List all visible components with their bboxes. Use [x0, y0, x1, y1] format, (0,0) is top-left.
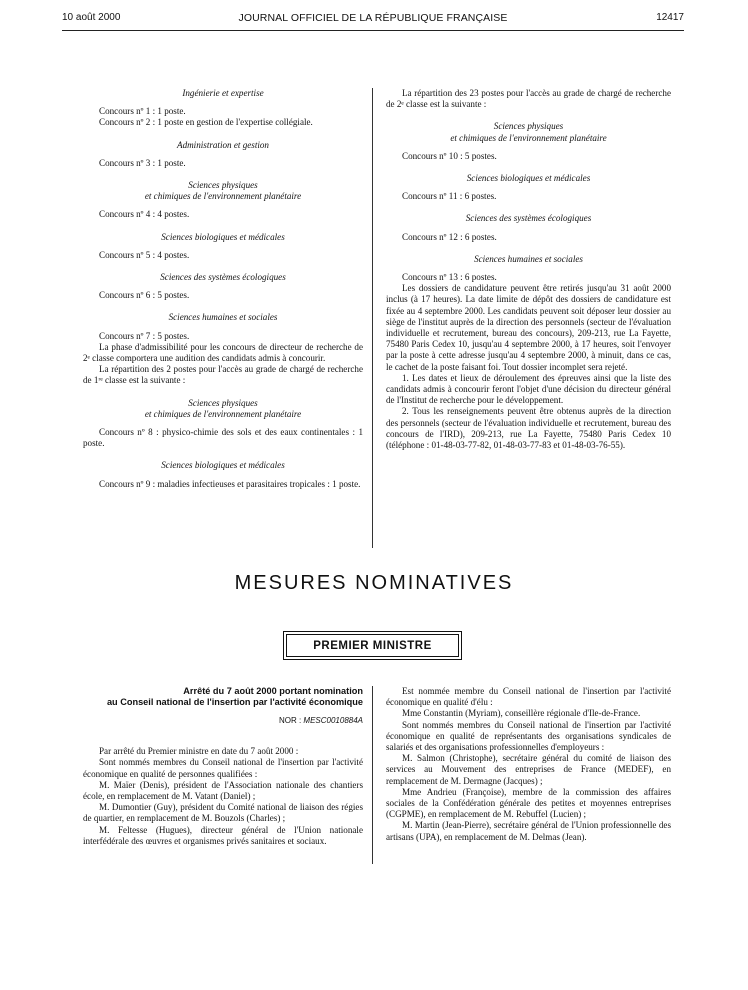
page-header	[62, 12, 684, 28]
paragraph: M. Martin (Jean-Pierre), secrétaire général de l'Union professionnelle des artisans (UPA), en remplacement de M. Delmas (Jean).	[386, 820, 671, 842]
lower-left-paragraphs	[83, 746, 363, 847]
section-heading: Sciences humaines et sociales	[168, 312, 278, 323]
concours-item: Concours nº 8 : physico-chimie des sols et des eaux continentales : 1 poste.	[83, 427, 363, 449]
section-heading: Sciences biologiques et médicales	[161, 231, 285, 242]
paragraph: M. Maïer (Denis), président de l'Association nationale des chantiers école, en remplacement de M. Vatant (Daniel) ;	[83, 779, 363, 802]
paragraph: M. Feltesse (Hugues), directeur général de l'Union nationale interfédérale des œuvres et organismes privés sanitaires et sociaux.	[83, 824, 363, 846]
section-heading: Sciences des systèmes écologiques	[465, 213, 592, 224]
concours-item: Concours nº 1 : 1 poste.	[99, 106, 186, 117]
header-rule	[62, 30, 684, 31]
nor-reference	[83, 715, 363, 726]
section-heading: Sciences des systèmes écologiques	[160, 272, 286, 283]
concours-item: Concours nº 2 : 1 poste en gestion de l'expertise collégiale.	[99, 117, 313, 128]
upper-left-column	[83, 88, 363, 490]
concours-item: Concours nº 4 : 4 postes.	[99, 209, 190, 220]
concours-item: Concours nº 3 : 1 poste.	[99, 157, 186, 168]
paragraph: Mme Andrieu (Françoise), membre de la commission des affaires sociales de la Confédération générale des petites et moyennes entreprises (CGPME), en remplacement de M. Rebuffel (Lucien) ;	[386, 786, 671, 820]
section-heading: Administration et gestion	[177, 139, 269, 150]
section-heading: Sciences physiques et chimiques de l'environnement planétaire	[450, 121, 607, 143]
section-heading: Sciences biologiques et médicales	[466, 173, 591, 184]
paragraph: La répartition des 2 postes pour l'accès au grade de chargé de recherche de 1ʳᵉ classe est la suivante :	[83, 364, 363, 386]
upper-right-column	[386, 88, 671, 451]
section-heading: Sciences humaines et sociales	[474, 253, 583, 264]
section-heading: Sciences biologiques et médicales	[161, 460, 285, 471]
section-heading: Ingénierie et expertise	[182, 88, 264, 98]
paragraph: 1. Les dates et lieux de déroulement des épreuves ainsi que la liste des candidats admis à concourir feront l'objet d'une décision du directeur général de l'Institut de recherche pour le développement.	[386, 372, 671, 406]
lower-right-column	[386, 686, 671, 843]
paragraph: Sont nommés membres du Conseil national de l'insertion par l'activité économique en qualité de personnes qualifiées :	[83, 757, 363, 779]
concours-item: Concours nº 12 : 6 postes.	[402, 231, 497, 242]
concours-item: Concours nº 5 : 4 postes.	[99, 249, 190, 260]
section-heading: Sciences physiques et chimiques de l'environnement planétaire	[144, 397, 302, 419]
concours-item: Concours nº 7 : 5 postes.	[99, 330, 190, 341]
issue-date: 10 août 2000	[62, 12, 121, 23]
concours-item: Concours nº 13 : 6 postes.	[402, 272, 497, 283]
journal-title: JOURNAL OFFICIEL DE LA RÉPUBLIQUE FRANÇAISE	[238, 12, 508, 24]
concours-item: Concours nº 6 : 5 postes.	[99, 290, 190, 301]
ministry-box	[283, 631, 462, 660]
paragraph: 2. Tous les renseignements peuvent être obtenus auprès de la direction des personnels (secteur de l'évaluation individuelle et recrutement, bureau des concours de l'IRD), 209-213, rue La Fayette, 75480 Paris Cedex 10 (téléphone : 01-48-03-77-82, 01-48-03-77-83 et 01-48-03-76-55).	[386, 406, 671, 451]
concours-item: Concours nº 11 : 6 postes.	[402, 191, 497, 202]
concours-item: Concours nº 9 : maladies infectieuses et parasitaires tropicales : 1 poste.	[99, 478, 361, 489]
paragraph: Par arrêté du Premier ministre en date du 7 août 2000 :	[99, 746, 299, 757]
column-divider-upper	[372, 88, 373, 548]
nor-code: MESC0010884A	[303, 716, 363, 725]
paragraph: Mme Constantin (Myriam), conseillère régionale d'Ile-de-France.	[402, 708, 641, 719]
paragraph: Sont nommés membres du Conseil national de l'insertion par l'activité économique en qualité de représentants des organisations syndicales de salariés et des organisations professionnelles d'employeurs :	[386, 719, 671, 753]
lower-left-column	[83, 686, 363, 847]
ministry-label: PREMIER MINISTRE	[286, 634, 459, 657]
column-divider-lower	[372, 686, 373, 864]
paragraph: La répartition des 23 postes pour l'accès au grade de chargé de recherche de 2ᵉ classe est la suivante :	[386, 88, 671, 110]
paragraph: M. Salmon (Christophe), secrétaire général du comité de liaison des services au Mouvement des entreprises de France (MEDEF), en remplacement de M. Dermagne (Jacques) ;	[386, 753, 671, 786]
section-heading: Sciences physiques et chimiques de l'environnement planétaire	[144, 180, 302, 202]
nor-label: NOR :	[278, 716, 302, 725]
paragraph: Est nommée membre du Conseil national de l'insertion par l'activité économique en qualité d'élu :	[386, 686, 671, 708]
paragraph: La phase d'admissibilité pour les concours de directeur de recherche de 2ᵉ classe comportera une audition des candidats admis à concourir.	[83, 341, 363, 364]
section-title: MESURES NOMINATIVES	[234, 572, 514, 594]
page-number: 12417	[656, 12, 684, 23]
paragraph: M. Dumontier (Guy), président du Comité national de liaison des régies de quartier, en remplacement de M. Bouzols (Charles) ;	[83, 802, 363, 824]
concours-item: Concours nº 10 : 5 postes.	[402, 150, 497, 161]
paragraph: Les dossiers de candidature peuvent être retirés jusqu'au 31 août 2000 inclus (à 17 heures). La date limite de dépôt des dossiers de candidature est fixée au 4 septembre 2000. Les candidats peuvent soit déposer leur dossier au siège de l'institut auprès de la direction des personnels (secteur de l'évaluation individuelle et recrutement, bureau des concours), 209-213, rue La Fayette, 75480 Paris Cedex 10, jusqu'au 4 septembre 2000, à 17 heures, soit l'envoyer par la poste à cette adresse jusqu'au 4 septembre 2000, à minuit, dans ce cas, le cachet de la poste faisant foi. Tout dossier incomplet sera rejeté.	[386, 283, 671, 372]
arrete-title: Arrêté du 7 août 2000 portant nomination au Conseil national de l'insertion par l'activité économique	[106, 686, 363, 707]
